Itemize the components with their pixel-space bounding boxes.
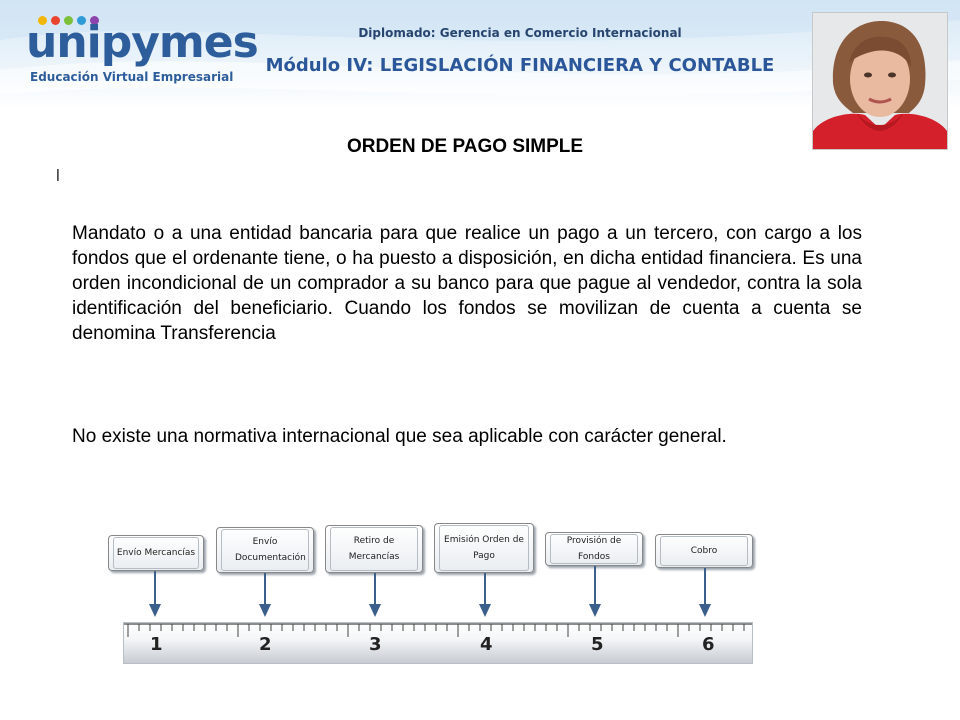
timeline-step-5 [545, 532, 643, 566]
timeline-arrow-head [149, 604, 161, 617]
timeline-number-3: 3 [369, 634, 382, 655]
timeline-step-1 [108, 535, 204, 571]
timeline-number-2: 2 [259, 634, 272, 655]
timeline-step-1-label: Envío Mercancías [116, 548, 196, 558]
timeline-arrow-head [589, 604, 601, 617]
regulation-paragraph: No existe una normativa internacional que sea aplicable con carácter general. [72, 426, 727, 447]
timeline-number-4: 4 [480, 634, 493, 655]
portrait-illustration [813, 13, 947, 149]
logo-wordmark: unipymes [26, 17, 258, 68]
timeline-step-2 [216, 527, 314, 573]
timeline-arrow-head [699, 604, 711, 617]
slide-title: ORDEN DE PAGO SIMPLE [346, 136, 584, 157]
timeline-step-6-label: Cobro [690, 546, 718, 556]
course-title: Diplomado: Gerencia en Comercio Internacional [358, 26, 682, 40]
timeline-arrow-head [479, 604, 491, 617]
module-title: Módulo IV: LEGISLACIÓN FINANCIERA Y CONTABLE [265, 55, 775, 76]
timeline-step-3-label: Retiro de Mercancías [348, 536, 400, 562]
unipymes-logo [26, 12, 258, 92]
timeline-ruler [123, 622, 753, 664]
ruler-ticks [124, 623, 752, 663]
definition-paragraph: Mandato o a una entidad bancaria para que realice un pago a un tercero, con cargo a los fondos que el ordenante tiene, o ha puesto a disposición, en dicha entidad financiera. Es una orden incondicional de un comprador a su banco para que pague al vendedor, contra la sola identificación del beneficiario. Cuando los fondos se movilizan de cuenta a cuenta se denomina Transferencia [72, 223, 862, 344]
timeline-arrow-head [369, 604, 381, 617]
timeline-number-6: 6 [702, 634, 715, 655]
timeline-step-5-label: Provisión de Fondos [566, 536, 622, 562]
text-cursor-mark: l [56, 166, 60, 185]
timeline-number-1: 1 [150, 634, 163, 655]
instructor-photo [812, 12, 948, 150]
timeline-step-2-label: Envío Documentación [235, 537, 306, 563]
timeline-step-4 [434, 523, 534, 573]
logo-tagline: Educación Virtual Empresarial [30, 70, 234, 84]
timeline-step-4-label: Emisión Orden de Pago [444, 535, 524, 561]
timeline-arrow-head [259, 604, 271, 617]
timeline-number-5: 5 [591, 634, 604, 655]
timeline-step-6 [655, 534, 753, 568]
timeline-step-3 [325, 525, 423, 573]
